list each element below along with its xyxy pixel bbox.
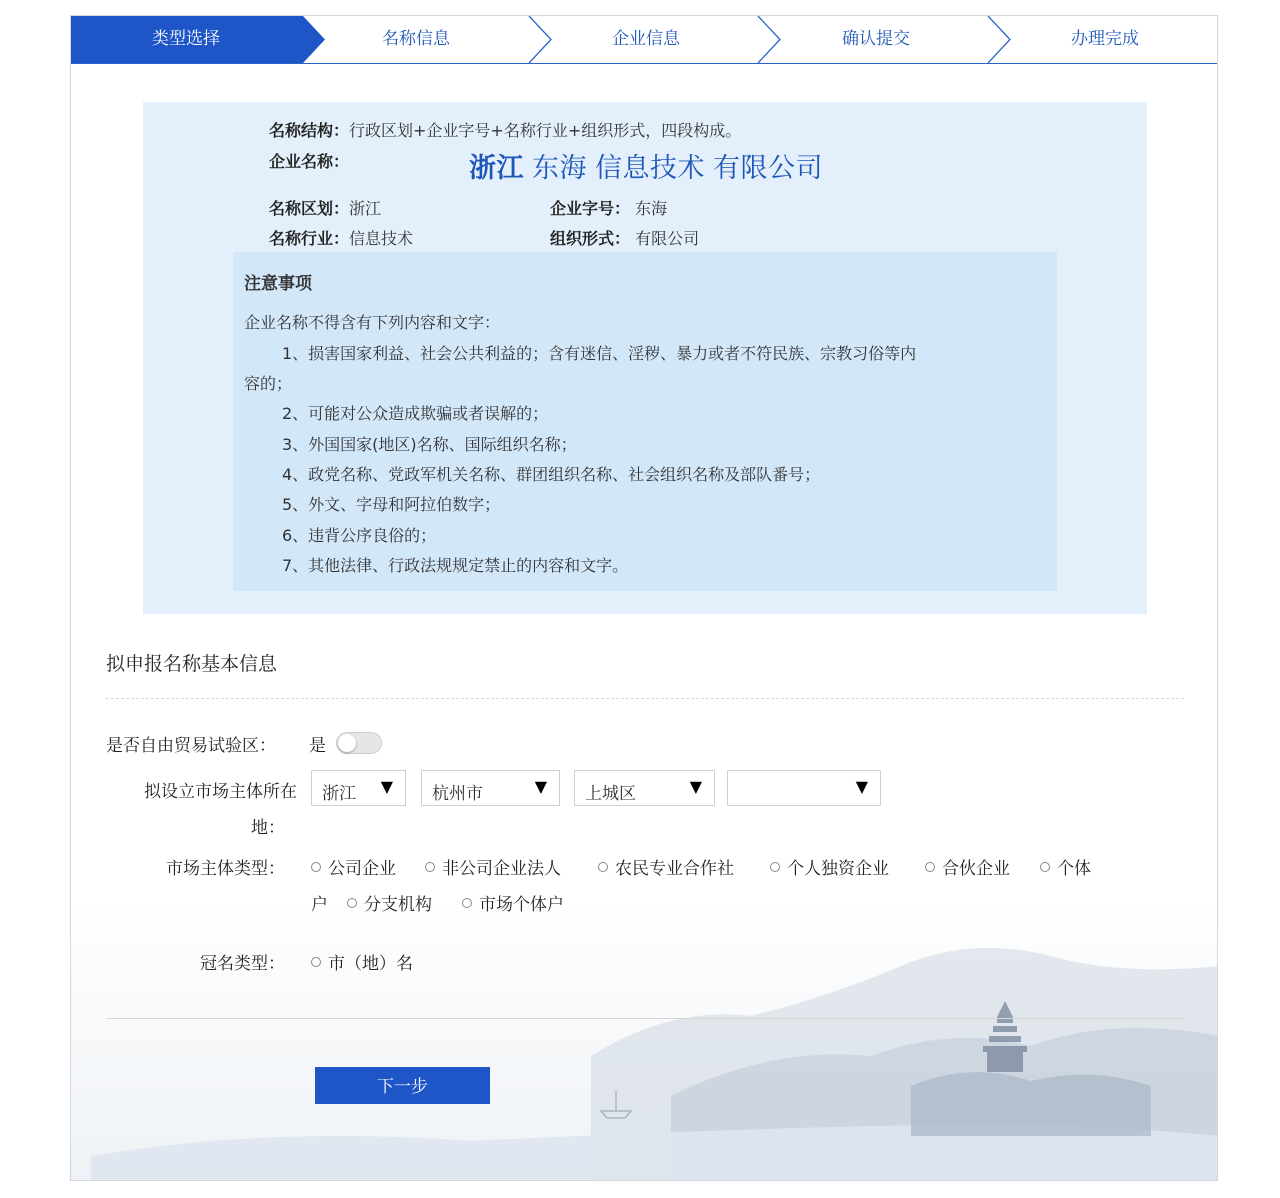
location-label-line1: 拟设立市场主体所在 (144, 782, 297, 802)
step-name-info: 名称信息 (382, 29, 450, 49)
radio-individual-business-wrap[interactable]: 户 (311, 895, 328, 915)
industry-row: 名称行业：信息技术 (269, 229, 414, 248)
radio-company-enterprise[interactable]: 公司企业 (311, 854, 396, 879)
chevron-down-icon: ▼ (855, 777, 868, 796)
radio-branch[interactable]: 分支机构 (347, 890, 432, 915)
section-divider (106, 698, 1184, 699)
radio-partnership[interactable]: 合伙企业 (925, 854, 1010, 879)
radio-farmer-cooperative[interactable]: 农民专业合作社 (598, 854, 734, 879)
step-progress-bar (71, 16, 1218, 64)
step-confirm-submit: 确认提交 (842, 29, 910, 49)
notice-intro: 企业名称不得含有下列内容和文字： (244, 313, 501, 332)
company-name-org-form: 有限公司 (713, 153, 823, 184)
notice-item: 2、可能对公众造成欺骗或者误解的； (282, 404, 549, 423)
chevron-down-icon: ▼ (380, 777, 393, 796)
radio-circle-icon (311, 862, 321, 872)
free-trade-value: 是 (309, 736, 326, 756)
company-name-key: 企业名称： (269, 152, 350, 171)
trade-name-value: 东海 (635, 199, 668, 218)
notice-item: 7、其他法律、行政法规规定禁止的内容和文字。 (282, 556, 629, 575)
notice-item: 5、外文、字母和阿拉伯数字； (282, 495, 501, 514)
free-trade-toggle[interactable] (336, 732, 382, 754)
radio-circle-icon (462, 898, 472, 908)
toggle-knob (338, 734, 356, 752)
radio-sole-proprietorship[interactable]: 个人独资企业 (770, 854, 889, 879)
radio-circle-icon (598, 862, 608, 872)
company-name-region: 浙江 (469, 153, 524, 184)
name-structure-panel (143, 102, 1147, 614)
step-company-info: 企业信息 (612, 29, 680, 49)
chevron-down-icon: ▼ (534, 777, 547, 796)
step-complete: 办理完成 (1071, 29, 1139, 49)
next-step-button[interactable]: 下一步 (315, 1067, 490, 1104)
region-row: 名称区划：浙江 (269, 199, 382, 218)
crown-type-label: 冠名类型： (200, 954, 285, 974)
page-frame (70, 15, 1218, 1181)
notice-item: 容的； (244, 374, 293, 393)
radio-non-company-legal-person[interactable]: 非公司企业法人 (425, 854, 561, 879)
radio-market-individual[interactable]: 市场个体户 (462, 890, 564, 915)
form-divider (106, 1018, 1184, 1019)
landscape-illustration (71, 896, 1218, 1181)
org-form-row: 组织形式： 有限公司 (550, 229, 700, 248)
section-title: 拟申报名称基本信息 (106, 653, 278, 675)
company-name-industry: 信息技术 (595, 153, 705, 184)
radio-individual-business[interactable]: 个体 (1040, 854, 1091, 879)
radio-circle-icon (1040, 862, 1050, 872)
street-select[interactable] (727, 770, 881, 806)
step-type-selection: 类型选择 (152, 29, 220, 49)
province-value: 浙江 (322, 784, 356, 804)
company-name-display (469, 146, 831, 185)
notice-box (233, 252, 1057, 591)
radio-circle-icon (425, 862, 435, 872)
radio-city-name[interactable]: 市（地）名 (311, 949, 413, 974)
entity-type-label: 市场主体类型： (166, 859, 285, 879)
company-name-trade: 东海 (532, 153, 587, 184)
name-structure-key: 名称结构： (269, 121, 350, 140)
trade-name-row: 企业字号： 东海 (550, 199, 668, 218)
city-select[interactable] (421, 770, 560, 806)
notice-title: 注意事项 (244, 274, 312, 294)
industry-value: 信息技术 (349, 229, 414, 248)
location-label-line2: 地： (251, 818, 285, 838)
name-structure-value: 行政区划+企业字号+名称行业+组织形式，四段构成。 (349, 121, 742, 140)
city-value: 杭州市 (432, 784, 483, 804)
radio-circle-icon (770, 862, 780, 872)
radio-circle-icon (347, 898, 357, 908)
notice-item: 3、外国国家(地区)名称、国际组织名称； (282, 435, 577, 454)
notice-item: 4、政党名称、党政军机关名称、群团组织名称、社会组织名称及部队番号； (282, 465, 821, 484)
free-trade-label: 是否自由贸易试验区： (106, 736, 276, 756)
radio-circle-icon (311, 957, 321, 967)
radio-circle-icon (925, 862, 935, 872)
province-select[interactable] (311, 770, 406, 806)
district-select[interactable] (574, 770, 715, 806)
notice-item: 6、违背公序良俗的； (282, 526, 437, 545)
region-value: 浙江 (349, 199, 382, 218)
district-value: 上城区 (585, 784, 636, 804)
org-form-value: 有限公司 (635, 229, 700, 248)
notice-item: 1、损害国家利益、社会公共利益的；含有迷信、淫秽、暴力或者不符民族、宗教习俗等内 (282, 344, 917, 363)
name-structure-row (269, 118, 741, 141)
chevron-down-icon: ▼ (689, 777, 702, 796)
